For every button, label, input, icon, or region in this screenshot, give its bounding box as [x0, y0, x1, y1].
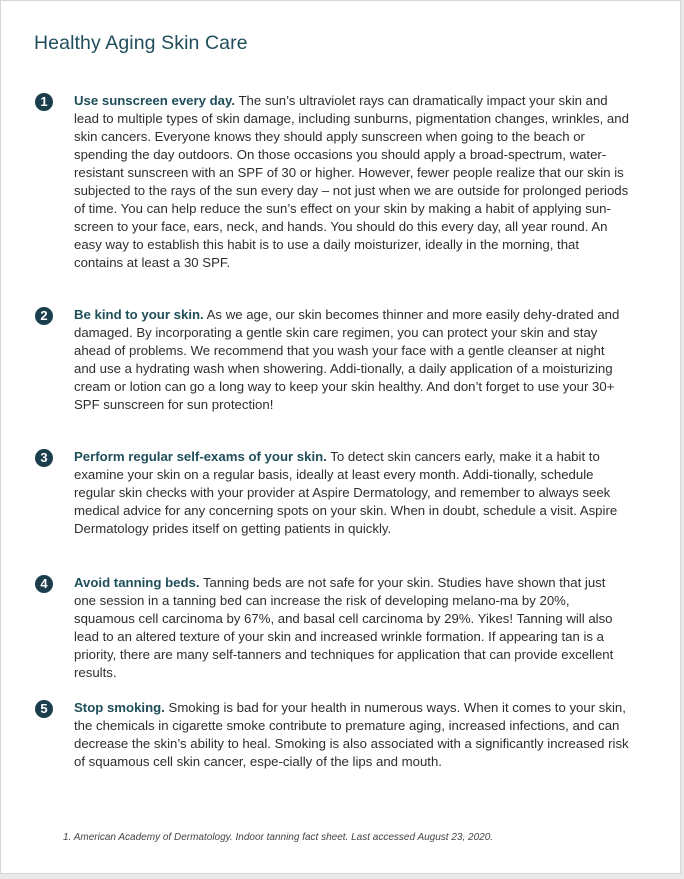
tip-3: [34, 448, 629, 538]
number-2-badge: 2: [35, 307, 53, 325]
tip-4-heading: Avoid tanning beds.: [74, 575, 200, 590]
tip-2-body: As we age, our skin becomes thinner and more easily dehy-drated and damaged. By incorporating a gentle skin care regimen, you can protect your skin and stay ahead of problems. We recommend that you wash your face with a gentle cleanser at night and use a hydrating wash when showering. Addi-tionally, a daily application of a moisturizing cream or lotion can go a long way to keep your skin healthy. And don’t forget to use your 30+ SPF sunscreen for sun protection!: [74, 307, 620, 412]
tip-1-body: The sun’s ultraviolet rays can dramatically impact your skin and lead to multiple types of skin damage, including sunburns, pigmentation changes, wrinkles, and skin cancers. Everyone knows they should apply sunscreen when going to the beach or spending the day outdoors. On those occasions you should apply a broad-spectrum, water-resistant sunscreen with an SPF of 30 or higher. However, fewer people realize that our skin is subjected to the rays of the sun every day – not just when we are outside for prolonged periods of time. You can help reduce the sun’s effect on your skin by making a habit of applying sun-screen to your face, ears, neck, and hands. You should do this every day, all year round. An easy way to establish this habit is to use a daily moisturizer, ideally in the morning, that contains at least a 30 SPF.: [74, 93, 629, 270]
tip-2-text: [74, 306, 629, 414]
tip-3-body: To detect skin cancers early, make it a habit to examine your skin on a regular basis, ideally at least every month. Addi-tionally, schedule regular skin checks with your provider at Aspire Dermatology, and remember to always seek medical advice for any concerning spots on your skin. When in doubt, schedule a visit. Aspire Dermatology prides itself on getting patients in quickly.: [74, 449, 618, 536]
tip-4-body: Tanning beds are not safe for your skin. Studies have shown that just one session in a tanning bed can increase the risk of developing melano-ma by 20%, squamous cell carcinoma by 67%, and basal cell carcinoma by 29%. Yikes! Tanning will also lead to an altered texture of your skin and increased wrinkle formation. If appearing tan is a priority, there are many self-tanners and techniques for application that can provide excellent results.: [74, 575, 614, 680]
number-1-badge: 1: [35, 93, 53, 111]
tip-1-heading: Use sunscreen every day.: [74, 93, 236, 108]
number-4-badge: 4: [35, 575, 53, 593]
tip-2-heading: Be kind to your skin.: [74, 307, 204, 322]
tip-5-text: [74, 699, 629, 771]
number-3-badge: 3: [35, 449, 53, 467]
tip-4: [34, 574, 629, 682]
tip-2: [34, 306, 629, 414]
tip-1: [34, 92, 629, 272]
tip-1-text: [74, 92, 629, 272]
tip-5: [34, 699, 629, 771]
page-title: Healthy Aging Skin Care: [34, 32, 248, 54]
number-5-badge: 5: [35, 700, 53, 718]
tip-3-text: [74, 448, 629, 538]
tip-4-text: [74, 574, 629, 682]
tip-5-body: Smoking is bad for your health in numerous ways. When it comes to your skin, the chemicals in cigarette smoke contribute to premature aging, increased infections, and can decrease the skin’s ability to heal. Smoking is also associated with a significantly increased risk of squamous cell skin cancer, espe-cially of the lips and mouth.: [74, 700, 629, 769]
footnote: 1. American Academy of Dermatology. Indoor tanning fact sheet. Last accessed August 23, 2020.: [63, 832, 494, 843]
tip-3-heading: Perform regular self-exams of your skin.: [74, 449, 327, 464]
tip-5-heading: Stop smoking.: [74, 700, 165, 715]
